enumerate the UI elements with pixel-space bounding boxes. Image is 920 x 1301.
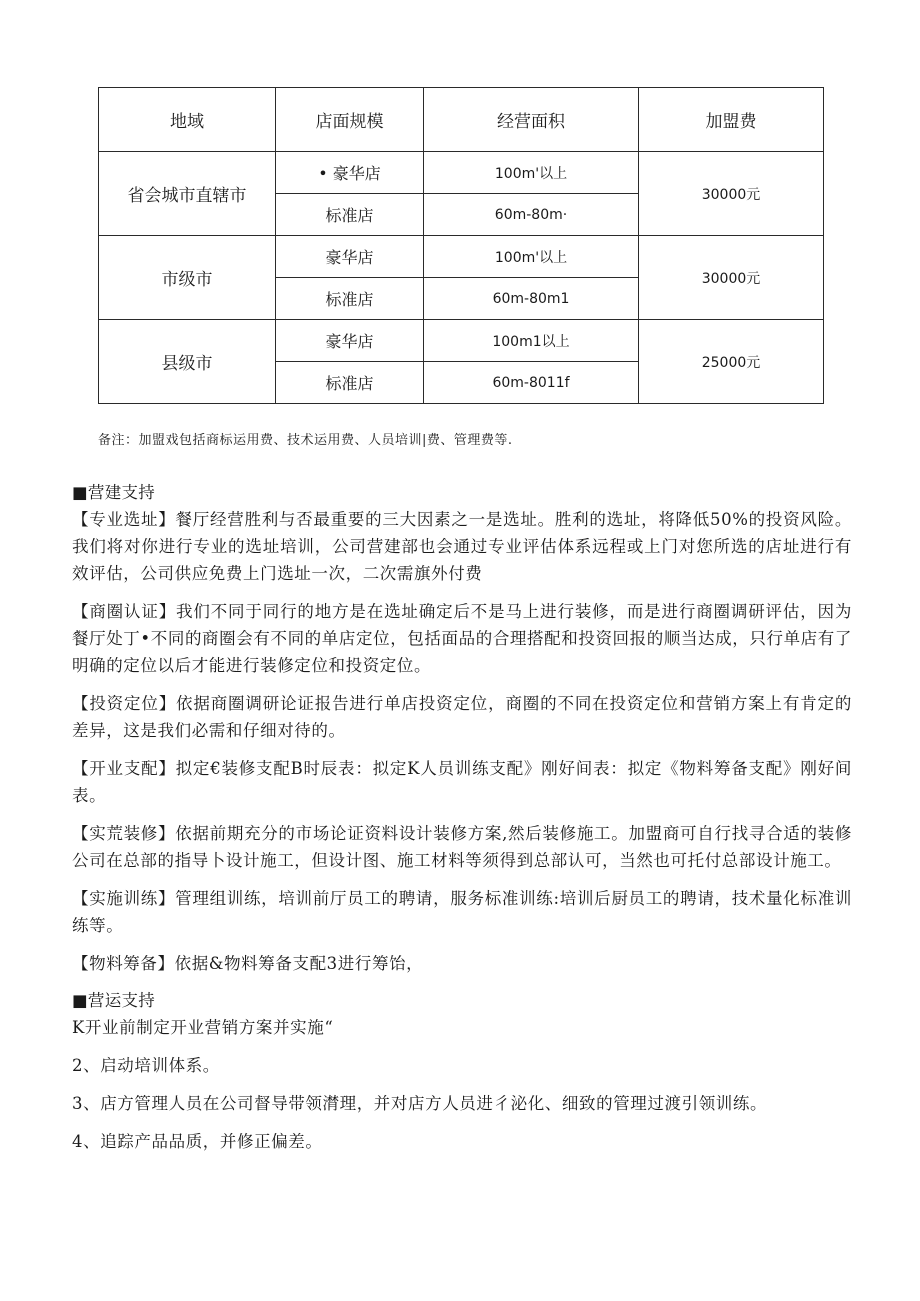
paragraph-decoration: 【实荒装修】依据前期充分的市场论证资料设计装修方案,然后装修施工。加盟商可自行找寻合适的装修公司在总部的指导卜设计施工，但设计图、施工材料等须得到总部认可，当然也可托付总部设计施工。	[72, 824, 852, 870]
list-item: K开业前制定开业营销方案并实施“	[72, 1018, 334, 1037]
document-body	[72, 479, 852, 1166]
list-item: 3、店方管理人员在公司督导带领潸理，并对店方人员进彳泌化、细致的管理过渡引领训练。	[72, 1094, 768, 1113]
header-franchise-fee: 加盟费	[639, 88, 824, 152]
area-cell: 60m-80m1	[424, 278, 639, 320]
list-item: 2、启动培训体系。	[72, 1056, 220, 1075]
table-row	[99, 320, 824, 362]
area-cell: 100m'以上	[424, 152, 639, 194]
area-cell: 60m-80m·	[424, 194, 639, 236]
section-heading-operations: ■营运支持	[72, 991, 156, 1010]
franchise-fee-table	[98, 87, 824, 404]
area-cell: 100m'以上	[424, 236, 639, 278]
region-cell: 市级市	[99, 236, 276, 320]
paragraph-site-selection: 【专业选址】餐厅经营胜利与否最重要的三大因素之一是选址。胜利的选址，将降低50%的投资风险。我们将对你进行专业的选址培训，公司营建部也会通过专业评估体系远程或上门对您所选的店址进行有效评估，公司供应免费上门选址一次，二次需旗外付费	[72, 510, 852, 583]
paragraph-investment-positioning: 【投资定位】依据商圈调研论证报告进行单店投资定位，商圈的不同在投资定位和营销方案上有肯定的差异，这是我们必需和仔细对待的。	[72, 694, 852, 740]
table-header-row	[99, 88, 824, 152]
section-heading-construction: ■营建支持	[72, 483, 156, 502]
header-region: 地域	[99, 88, 276, 152]
fee-cell: 25000元	[639, 320, 824, 404]
fee-cell: 30000元	[639, 152, 824, 236]
paragraph-materials: 【物料筹备】依据&物料筹备支配3进行筹饴，	[72, 954, 424, 973]
paragraph-trade-area: 【商圈认证】我们不同于同行的地方是在选址确定后不是马上进行装修，而是进行商圈调研评估，因为餐厅处丁•不同的商圈会有不同的单店定位，包括面品的合理搭配和投资回报的顺当达成，只行单店有了明确的定位以后才能进行装修定位和投资定位。	[72, 602, 852, 675]
area-cell: 100m1以上	[424, 320, 639, 362]
store-size-cell: 豪华店	[276, 236, 424, 278]
list-item: 4、追踪产品品质，并修正偏差。	[72, 1132, 323, 1151]
paragraph-opening-schedule: 【开业支配】拟定€装修支配B时辰表：拟定K人员训练支配》刚好间表：拟定《物料筹备支配》刚好间表。	[72, 759, 852, 805]
store-size-cell: 标准店	[276, 194, 424, 236]
fee-cell: 30000元	[639, 236, 824, 320]
table-row	[99, 236, 824, 278]
area-cell: 60m-8011f	[424, 362, 639, 404]
table-note: 备注：加盟戏包括商标运用费、技术运用费、人员培训|费、管理费等.	[98, 433, 513, 448]
paragraph-training: 【实施训练】管理组训练，培训前厅员工的聘请，服务标准训练:培训后厨员工的聘请，技术量化标准训练等。	[72, 889, 852, 935]
header-store-size: 店面规模	[276, 88, 424, 152]
region-cell: 县级市	[99, 320, 276, 404]
store-size-cell: • 豪华店	[276, 152, 424, 194]
store-size-cell: 标准店	[276, 362, 424, 404]
store-size-cell: 豪华店	[276, 320, 424, 362]
header-business-area: 经营面积	[424, 88, 639, 152]
region-cell: 省会城市直辖市	[99, 152, 276, 236]
table-row	[99, 152, 824, 194]
store-size-cell: 标准店	[276, 278, 424, 320]
